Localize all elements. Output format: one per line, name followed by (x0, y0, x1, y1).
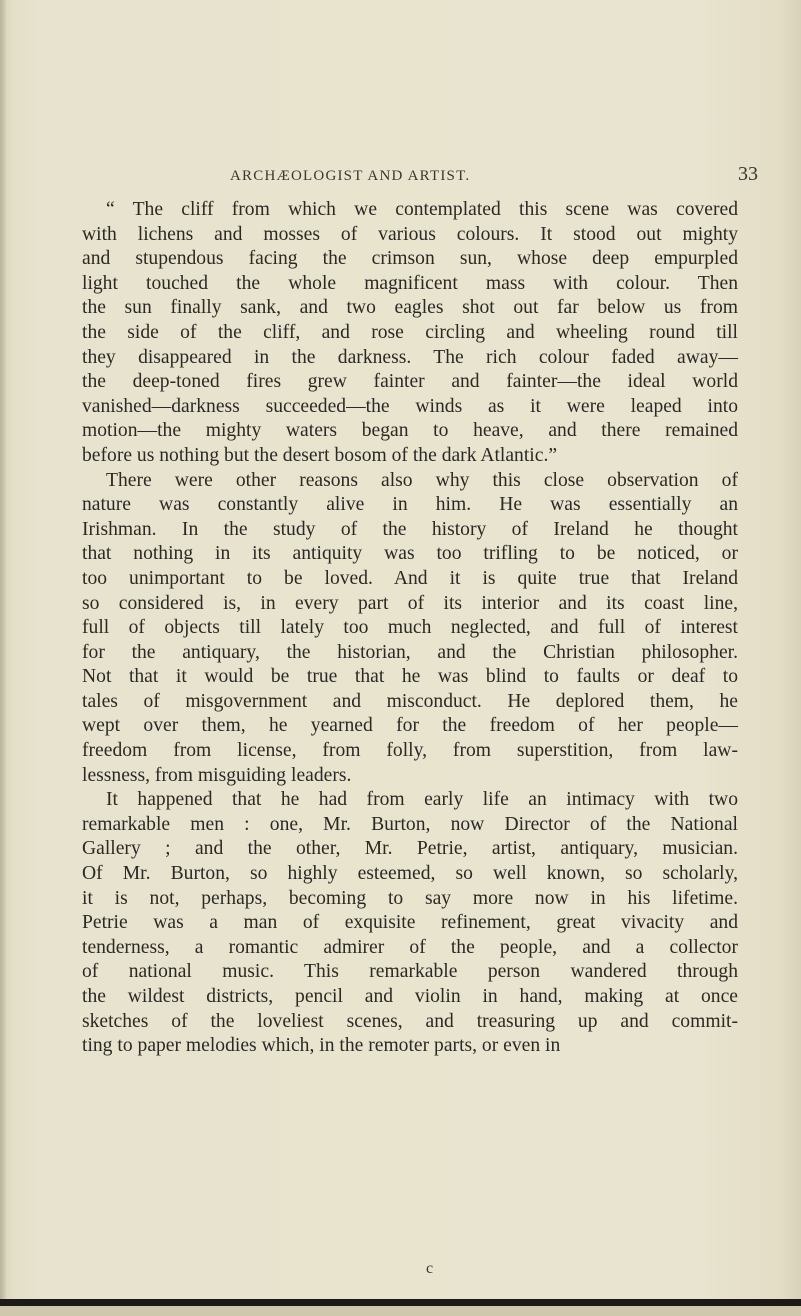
text-line: Gallery ; and the other, Mr. Petrie, artist, antiquary, musician. (82, 838, 738, 860)
running-head: ARCHÆOLOGIST AND ARTIST. (230, 168, 471, 184)
text-line: the deep-toned fires grew fainter and fainter—the ideal world (82, 371, 738, 393)
text-line: of national music. This remarkable person wandered through (82, 961, 738, 983)
body-text (82, 198, 738, 1059)
text-line: motion—the mighty waters began to heave, and there remained (82, 420, 738, 442)
bottom-dark-edge (0, 1299, 801, 1306)
text-line: before us nothing but the desert bosom of the dark Atlantic.” (82, 444, 558, 466)
text-line: Petrie was a man of exquisite refinement, great vivacity and (82, 912, 738, 934)
text-line: sketches of the loveliest scenes, and treasuring up and commit- (82, 1010, 738, 1032)
text-line: for the antiquary, the historian, and the Christian philosopher. (82, 641, 738, 663)
text-line: it is not, perhaps, becoming to say more now in his lifetime. (82, 887, 738, 909)
binding-edge (0, 0, 6, 1316)
text-line: they disappeared in the darkness. The rich colour faded away— (82, 346, 738, 368)
text-line: too unimportant to be loved. And it is quite true that Ireland (82, 567, 738, 589)
bottom-page-strip (0, 1306, 801, 1316)
text-line: with lichens and mosses of various colours. It stood out mighty (82, 223, 738, 245)
text-line: tales of misgovernment and misconduct. He deplored them, he (82, 690, 738, 712)
text-line: tenderness, a romantic admirer of the people, and a collector (82, 936, 738, 958)
text-line: remarkable men : one, Mr. Burton, now Director of the National (82, 813, 738, 835)
text-line: wept over them, he yearned for the freedom of her people— (82, 715, 738, 737)
text-line: freedom from license, from folly, from superstition, from law- (82, 740, 738, 762)
page-number: 33 (738, 163, 758, 185)
text-line: There were other reasons also why this close observation of (106, 469, 738, 491)
text-line: It happened that he had from early life an intimacy with two (106, 789, 738, 811)
text-line: light touched the whole magnificent mass with colour. Then (82, 272, 738, 294)
text-line: Of Mr. Burton, so highly esteemed, so well known, so scholarly, (82, 863, 738, 885)
text-line: full of objects till lately too much neglected, and full of interest (82, 617, 738, 639)
text-line: vanished—darkness succeeded—the winds as it were leaped into (82, 395, 738, 417)
text-line: that nothing in its antiquity was too trifling to be noticed, or (82, 543, 738, 565)
text-line: “ The cliff from which we contemplated this scene was covered (106, 199, 738, 220)
text-line: lessness, from misguiding leaders. (82, 764, 352, 786)
text-line: nature was constantly alive in him. He was essentially an (82, 494, 738, 516)
text-line: ting to paper melodies which, in the remoter parts, or even in (82, 1035, 561, 1057)
text-line: so considered is, in every part of its interior and its coast line, (82, 592, 738, 614)
text-line: and stupendous facing the crimson sun, whose deep empurpled (82, 248, 738, 270)
text-line: the side of the cliff, and rose circling and wheeling round till (82, 321, 738, 343)
signature-mark: c (426, 1260, 434, 1277)
text-line: Not that it would be true that he was blind to faults or deaf to (82, 666, 738, 688)
text-line: Irishman. In the study of the history of Ireland he thought (82, 518, 738, 540)
text-line: the sun finally sank, and two eagles shot out far below us from (82, 297, 738, 319)
text-line: the wildest districts, pencil and violin in hand, making at once (82, 986, 738, 1007)
